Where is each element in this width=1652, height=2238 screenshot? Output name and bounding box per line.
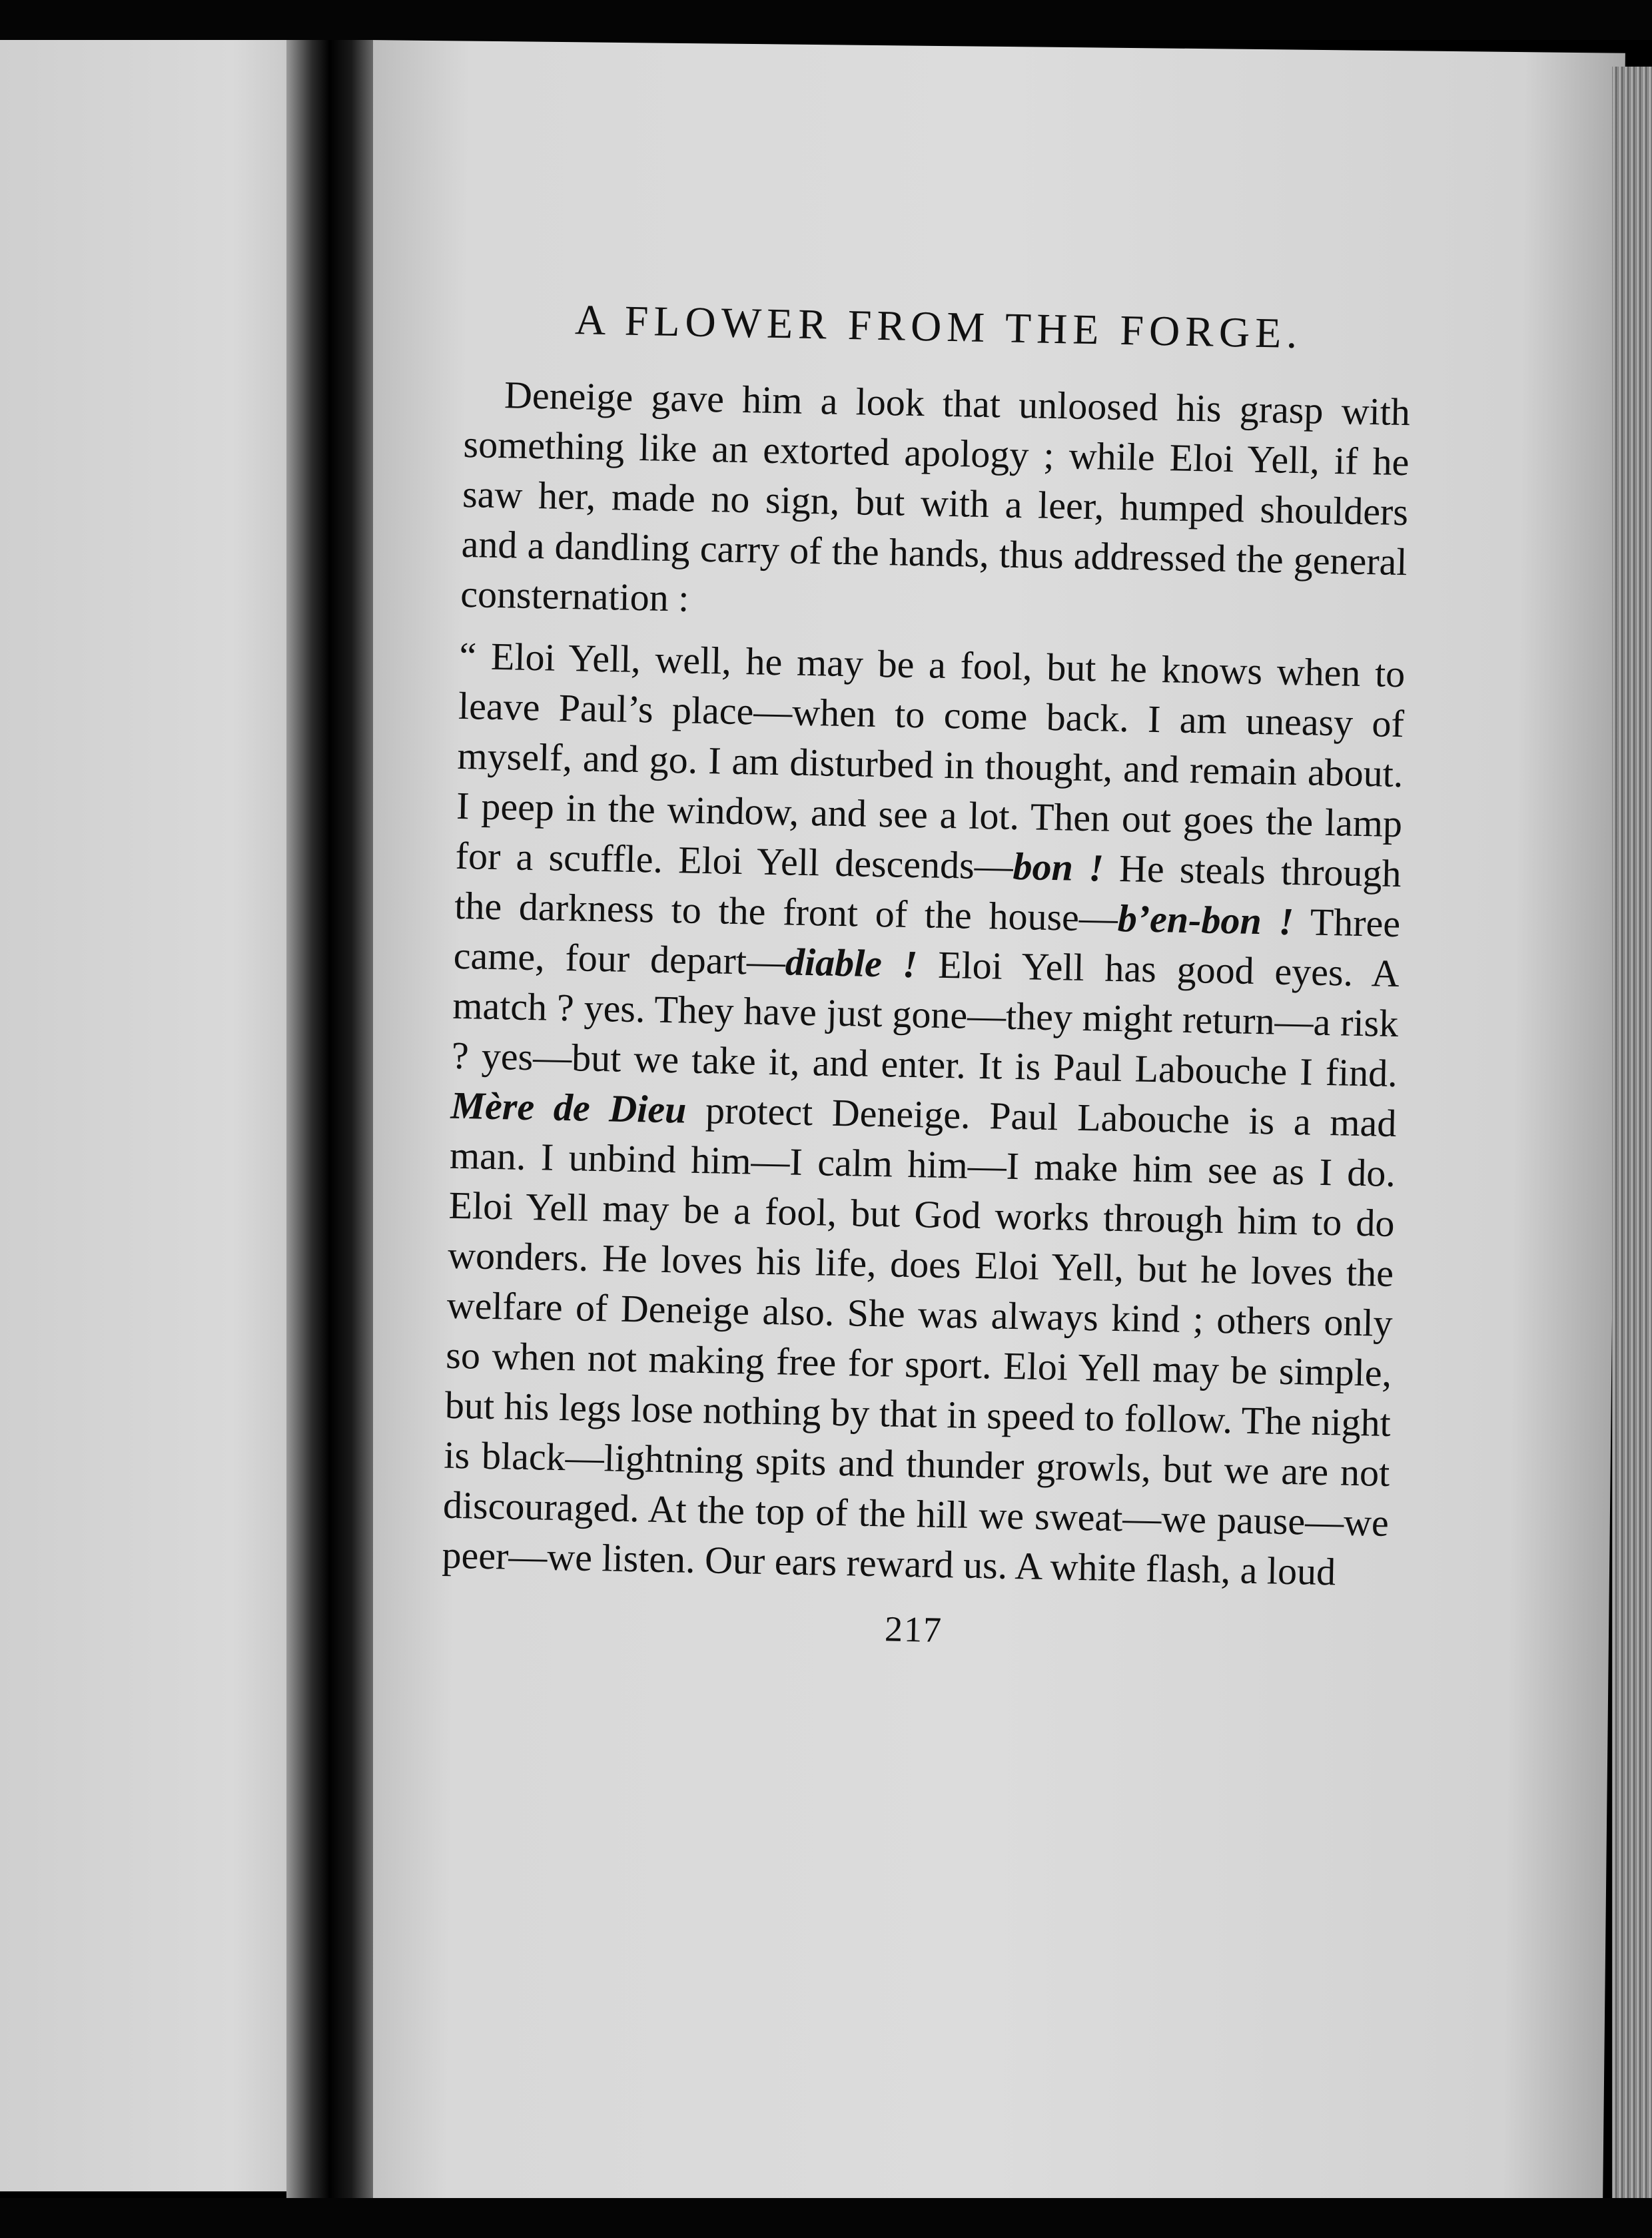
paragraph-2 [442, 631, 1406, 1598]
running-head: A FLOWER FROM THE FORGE. [574, 296, 1303, 358]
page-text-block [440, 293, 1412, 1659]
page-edges [1612, 67, 1652, 2211]
left-page-blank [0, 40, 333, 2191]
italic-phrase-2: b’en-bon ! [1117, 896, 1294, 944]
italic-phrase-3: diable ! [785, 940, 918, 986]
italic-phrase-4: Mère de Dieu [450, 1083, 687, 1132]
book-gutter [286, 40, 373, 2238]
paragraph-2-text-5: protect Deneige. Paul Labouche is a mad man. I unbind him—I calm him—I make him see as I do. Eloi Yell may be a fool, but God works through him to do wonders. He loves his life, does Eloi Yell, but he loves the welfare of Deneige also. She was always kind ; others only so when not making free for sport. Eloi Yell may be simple, but his legs lose nothing by that in speed to follow. The night is black—lightning spits and thunder growls, but we are not discouraged. At the top of the hill we sweat—we pause—we peer—we listen. Our ears reward us. A white flash, a loud [442, 1088, 1397, 1594]
paragraph-2-text-2: He steals through the darkness to the front of the house— [454, 846, 1402, 940]
paragraph-2-text-4: Eloi Yell has good eyes. A match ? yes. They have just gone—they might return—a risk ? yes—but we take it, and enter. It is Paul Labouche I find. [451, 942, 1400, 1096]
paragraph-2-text-1: “ Eloi Yell, well, he may be a fool, but he knows when to leave Paul’s place—when to come back. I am uneasy of myself, and go. I am disturbed in thought, and remain about. I peep in the window, and see a lot. Then out goes the lamp for a scuffle. Eloi Yell descends— [455, 633, 1406, 888]
scan-top-border [0, 0, 1652, 40]
page-number: 217 [884, 1609, 943, 1651]
paragraph-2-text-3: Three came, four depart— [453, 900, 1401, 984]
italic-phrase-1: bon ! [1013, 844, 1104, 890]
scan-bottom-border [0, 2198, 1652, 2238]
paragraph-1: Deneige gave him a look that unloosed his grasp with something like an extorted apology ; while Eloi Yell, if he saw her, made no sign, but with a leer, humped shoulders and a dandling carry of the hands, thus addressed the general consternation : [460, 373, 1411, 620]
